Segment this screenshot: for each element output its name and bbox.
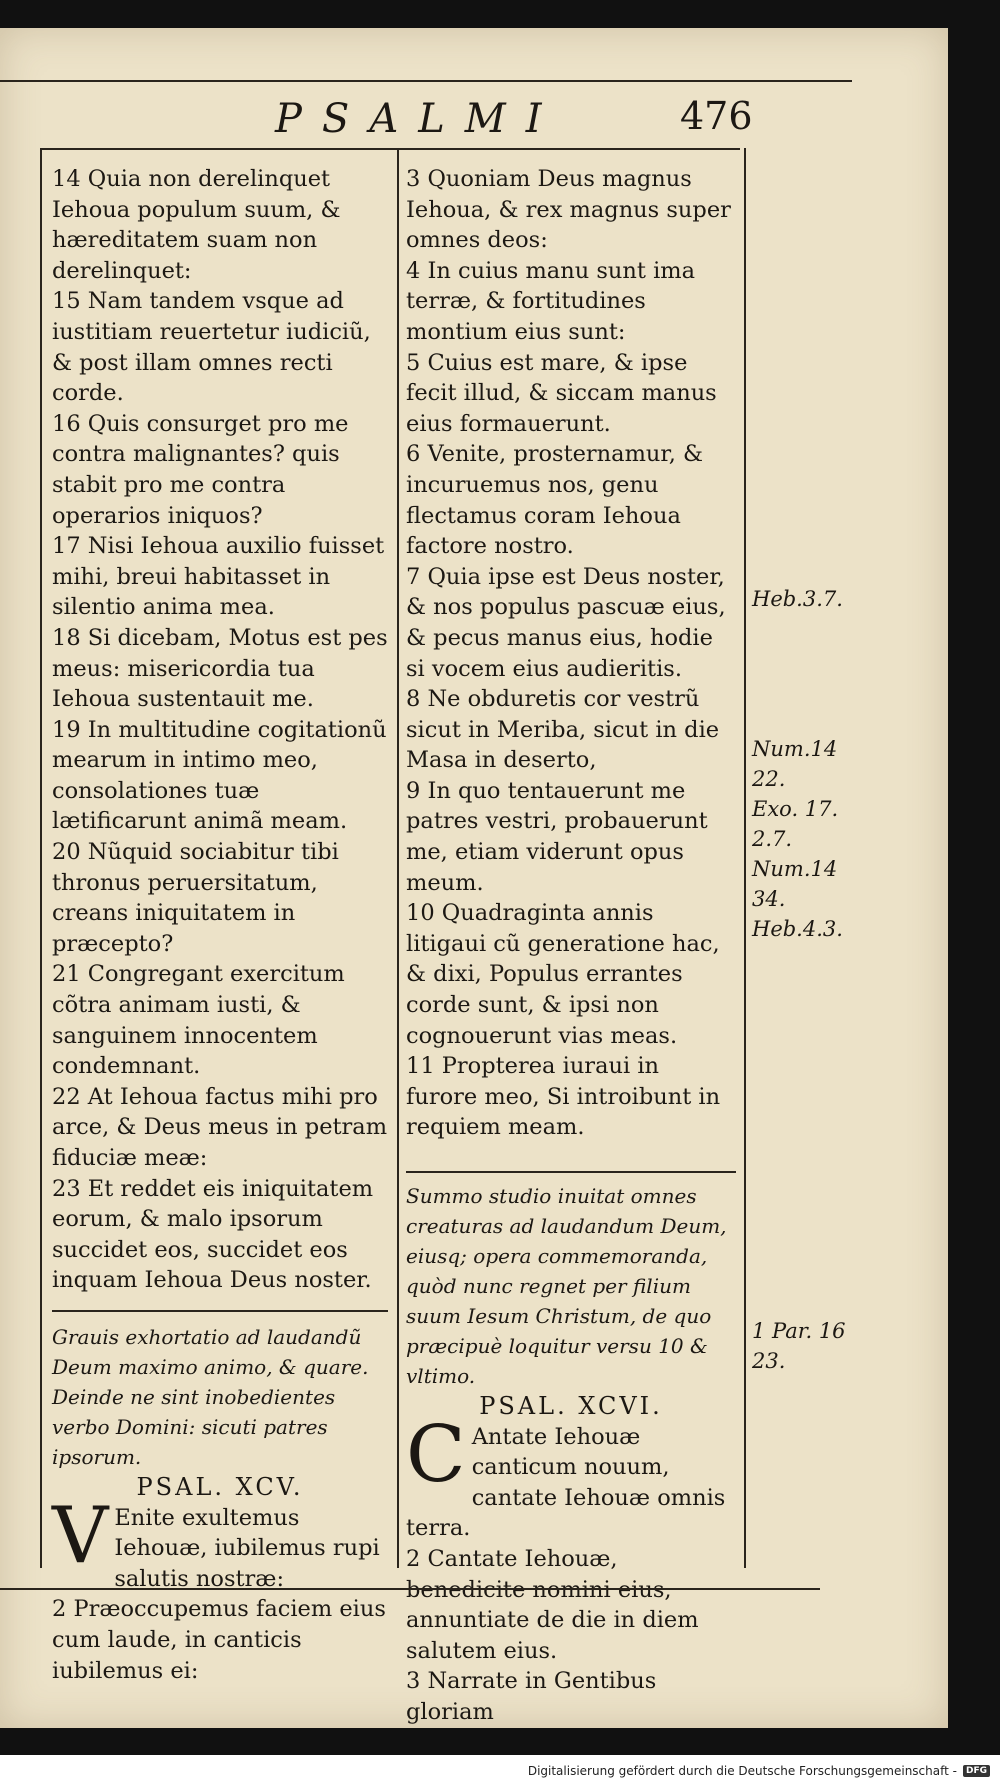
margin-note-line: 22. xyxy=(752,767,786,791)
dfg-logo: DFG xyxy=(963,1765,990,1777)
margin-note xyxy=(752,734,843,944)
verse: 23 Et reddet eis iniquitatem eorum, & malo ipsorum succidet eos, succidet eos inquam Iehoua Deus noster. xyxy=(52,1175,374,1294)
verse: 17 Nisi Iehoua auxilio fuisset mihi, breui habitasset in silentio anima mea. xyxy=(52,533,385,621)
verse: 8 Ne obduretis cor vestrũ sicut in Meriba, sicut in die Masa in deserto, xyxy=(406,686,720,774)
verse: 18 Si dicebam, Motus est pes meus: misericordia tua Iehoua sustentauit me. xyxy=(52,624,388,713)
scanned-page xyxy=(0,28,948,1728)
margin-note-line: 23. xyxy=(752,1349,786,1373)
verse: 4 In cuius manu sunt ima terræ, & fortitudines montium eius sunt: xyxy=(406,257,696,345)
psalm-summary: Summo studio inuitat omnes creaturas ad laudandum Deum, eiusq; opera commemoranda, quòd nunc regnet per filium suum Iesum Christum, de quo præcipuè loquitur versu 10 & vltimo. xyxy=(406,1184,727,1388)
margin-note-line: Num.14 xyxy=(752,737,838,761)
margin-note-line: Exo. 17. xyxy=(752,797,839,821)
margin-note xyxy=(752,1316,846,1376)
margin-border xyxy=(744,148,746,1568)
header-top-rule xyxy=(0,80,852,82)
verse: 3 Narrate in Gentibus gloriam xyxy=(406,1668,657,1725)
verse: 3 Quoniam Deus magnus Iehoua, & rex magnus super omnes deos: xyxy=(406,166,731,254)
verse: 2 Cantate Iehouæ, benedicite nomini eius, annuntiate de die in diem salutem eius. xyxy=(406,1545,699,1664)
margin-note-line: Heb.4.3. xyxy=(752,917,843,941)
verse: 14 Quia non derelinquet Iehoua populum suum, & hæreditatem suam non derelinquet: xyxy=(52,166,341,284)
left-column-border xyxy=(40,148,42,1568)
verse: 22 At Iehoua factus mihi pro arce, & Deus meus in petram fiduciæ meæ: xyxy=(52,1083,388,1171)
drop-cap: C xyxy=(406,1409,466,1500)
verse: 5 Cuius est mare, & ipse fecit illud, & siccam manus eius formauerunt. xyxy=(406,349,717,437)
verse: 16 Quis consurget pro me contra malignantes? quis stabit pro me contra operarios iniquos? xyxy=(52,410,349,529)
footer-text: Digitalisierung gefördert durch die Deutsche Forschungsgemeinschaft - xyxy=(527,1764,957,1778)
psalm-opening xyxy=(52,1490,388,1595)
section-rule xyxy=(52,1310,388,1312)
footer-rule xyxy=(0,1588,820,1590)
opening-text: Enite exultemus Iehouæ, iubilemus rupi salutis nostræ: xyxy=(114,1504,380,1592)
verse: 6 Venite, prosternamur, & incuruemus nos, genu flectamus coram Iehoua factore nostro. xyxy=(406,441,704,560)
verse: 21 Congregant exercitum cõtra animam iusti, & sanguinem innocentem condemnant. xyxy=(52,961,345,1080)
page-title: PSALMI xyxy=(275,96,562,142)
right-column xyxy=(406,164,736,1728)
margin-note-line: Num.14 xyxy=(752,857,838,881)
verse: 11 Propterea iuraui in furore meo, Si introibunt in requiem meam. xyxy=(406,1053,721,1141)
margin-note-line: 34. xyxy=(752,887,786,911)
psalm-summary: Grauis exhortatio ad laudandũ Deum maximo animo, & quare. Deinde ne sint inobedientes verbo Domini: sicuti patres ipsorum. xyxy=(52,1324,369,1469)
psalm-heading: PSAL. XCV. xyxy=(136,1472,304,1501)
psalm-heading: PSAL. XCVI. xyxy=(479,1392,663,1420)
verse: 10 Quadraginta annis litigaui cũ generatione hac, & dixi, Populus errantes corde sunt, & ipsi non cognouerunt vias meas. xyxy=(406,900,720,1049)
opening-text: Antate Iehouæ canticum nouum, cantate Iehouæ omnis terra. xyxy=(406,1423,726,1542)
column-divider xyxy=(397,148,399,1568)
margin-note-line: 2.7. xyxy=(752,827,793,851)
verse: 2 Præoccupemus faciem eius cum laude, in canticis iubilemus ei: xyxy=(52,1596,386,1684)
left-column xyxy=(52,164,388,1686)
verse: 7 Quia ipse est Deus noster, & nos populus pascuæ eius, & pecus manus eius, hodie si vocem eius audieritis. xyxy=(406,563,726,682)
page-number: 476 xyxy=(680,94,753,138)
verse: 9 In quo tentauerunt me patres vestri, probauerunt me, etiam viderunt opus meum. xyxy=(406,777,708,896)
verse: 19 In multitudine cogitationũ mearum in intimo meo, consolationes tuæ lætificarunt animã meam. xyxy=(52,716,387,835)
margin-note-line: 1 Par. 16 xyxy=(752,1319,846,1343)
verse: 15 Nam tandem vsque ad iustitiam reuertetur iudiciũ, & post illam omnes recti corde. xyxy=(52,288,371,407)
psalm-opening xyxy=(406,1409,736,1544)
verse: 20 Nũquid sociabitur tibi thronus peruersitatum, creans iniquitatem in præcepto? xyxy=(52,839,339,957)
digitization-footer xyxy=(0,1755,1000,1787)
margin-note xyxy=(752,584,843,614)
header-bottom-rule xyxy=(40,148,740,150)
margin-note-line: Heb.3.7. xyxy=(752,587,843,611)
section-rule xyxy=(406,1171,736,1173)
drop-cap: V xyxy=(52,1490,109,1581)
